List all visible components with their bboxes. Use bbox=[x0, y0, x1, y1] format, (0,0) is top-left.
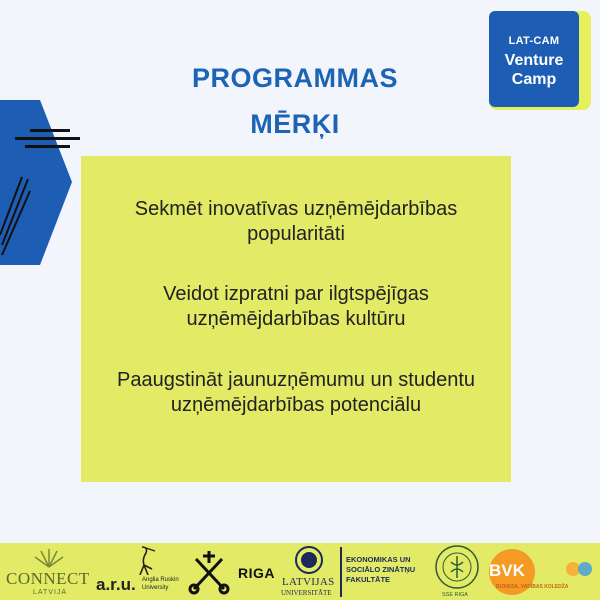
heron-icon bbox=[122, 545, 162, 575]
faculty-line1: EKONOMIKAS UN bbox=[346, 555, 411, 564]
aru-logo-name: a.r.u. bbox=[96, 575, 136, 594]
riga-logo bbox=[186, 549, 282, 595]
university-seal-icon bbox=[294, 545, 324, 575]
goal-2-line1: Veidot izpratni par ilgtspējīgas bbox=[163, 283, 429, 305]
venture-camp-badge bbox=[489, 11, 591, 110]
badge-title-line1: Venture bbox=[504, 52, 564, 69]
riga-logo-name: RIGA bbox=[238, 565, 275, 581]
bvk-logo bbox=[487, 549, 537, 599]
goal-2 bbox=[81, 282, 511, 332]
faculty-line3: FAKULTĀTE bbox=[346, 575, 391, 584]
badge-small-label: LAT-CAM bbox=[508, 35, 560, 47]
lu-logo-sub: UNIVERSITĀTE bbox=[281, 589, 332, 597]
sse-seal-icon bbox=[434, 544, 480, 590]
lu-logo bbox=[280, 545, 338, 599]
connect-burst-icon bbox=[6, 545, 92, 569]
goals-card bbox=[81, 156, 511, 482]
dots-mark-icon bbox=[565, 559, 595, 579]
goal-1-line2: popularitāti bbox=[247, 223, 345, 245]
venture-camp-badge-inner bbox=[489, 11, 579, 107]
bvk-logo-name: BVK bbox=[489, 561, 525, 580]
faculty-logo bbox=[346, 555, 432, 595]
goal-1-line1: Sekmēt inovatīvas uzņēmējdarbības bbox=[134, 198, 458, 220]
connect-logo-name: CONNECT bbox=[6, 569, 90, 588]
page-title-line1: PROGRAMMAS bbox=[192, 63, 398, 93]
logo-divider bbox=[340, 547, 342, 597]
faculty-line2: SOCIĀLO ZINĀTŅU bbox=[346, 565, 416, 574]
goal-3-line2: uzņēmējdarbības potenciālu bbox=[170, 394, 422, 416]
goal-1 bbox=[81, 197, 511, 247]
partner-logo-strip bbox=[0, 543, 600, 600]
goal-2-line2: uzņēmējdarbības kultūru bbox=[186, 308, 406, 330]
goal-3-line1: Paaugstināt jaunuzņēmumu un studentu bbox=[116, 369, 476, 391]
sse-logo-sub: SSE RIGA bbox=[442, 592, 468, 598]
badge-title-line2: Camp bbox=[511, 71, 557, 88]
aru-logo-sub1: Anglia Ruskin bbox=[142, 577, 179, 583]
arrow-decoration bbox=[0, 95, 90, 270]
aru-logo-sub2: University bbox=[142, 585, 169, 591]
page-title-line2: MĒRĶI bbox=[250, 109, 340, 139]
connect-latvija-logo bbox=[6, 545, 92, 599]
sse-riga-logo bbox=[432, 544, 482, 600]
crossed-keys-icon bbox=[186, 549, 232, 595]
goal-3 bbox=[81, 368, 511, 418]
aru-logo bbox=[96, 545, 182, 599]
bvk-logo-sub: BIZNESA, VADĪBAS KOLEDŽA bbox=[496, 584, 569, 590]
lu-logo-name: LATVIJAS bbox=[282, 576, 335, 588]
connect-logo-sub: LATVIJA bbox=[33, 589, 68, 596]
